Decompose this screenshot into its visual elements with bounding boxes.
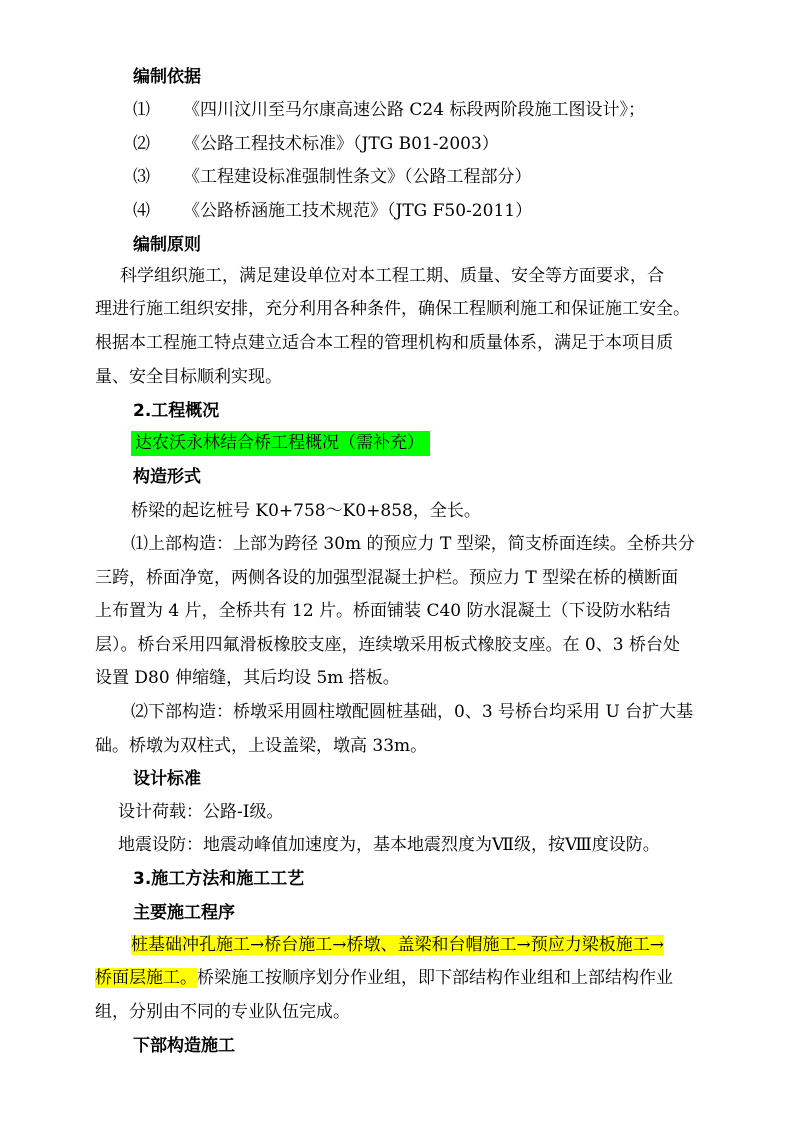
basis-item-1	[133, 99, 783, 121]
basis-item-1-num: ⑴	[133, 100, 150, 120]
lower-line-2: 础。桥墩为双柱式，上设盖梁，墩高 33m。	[95, 736, 428, 756]
upper-line-1: ⑴上部构造：上部为跨径 30m 的预应力 T 型梁，简支桥面连续。全桥共分	[131, 534, 695, 554]
basis-item-4-num: ⑷	[133, 201, 150, 221]
overview-heading: 2.工程概况	[133, 401, 220, 421]
basis-item-3	[133, 166, 783, 188]
basis-item-4-text: 《公路桥涵施工技术规范》（JTG F50-2011）	[183, 201, 533, 221]
structure-station: 桥梁的起讫桩号 K0+758～K0+858，全长。	[131, 501, 481, 521]
overview-note-line	[131, 432, 781, 454]
basis-heading: 编制依据	[133, 67, 201, 87]
basis-item-4	[133, 200, 783, 222]
design-load: 设计荷载：公路-Ⅰ级。	[118, 802, 284, 822]
basis-item-1-text: 《四川汶川至马尔康高速公路 C24 标段两阶段施工图设计》；	[183, 100, 645, 120]
principle-line-1: 科学组织施工，满足建设单位对本工程工期、质量、安全等方面要求，合	[120, 266, 664, 286]
overview-note: 达农沃永林结合桥工程概况（需补充）	[131, 431, 430, 456]
sequence-desc: 桥梁施工按顺序划分作业组，即下部结构作业组和上部结构作业	[197, 968, 673, 988]
sequence-line-3: 组，分别由不同的专业队伍完成。	[95, 1002, 350, 1022]
design-heading: 设计标准	[133, 769, 201, 789]
basis-item-2-num: ⑵	[133, 134, 150, 154]
principle-line-2: 理进行施工组织安排，充分利用各种条件，确保工程顺利施工和保证施工安全。	[95, 299, 690, 319]
principle-line-4: 量、安全目标顺利实现。	[95, 367, 282, 387]
structure-heading: 构造形式	[133, 467, 201, 487]
sequence-final-step: 桥面层施工。	[95, 968, 197, 988]
sequence-line-1	[131, 934, 781, 956]
method-sub-heading: 主要施工程序	[133, 903, 235, 923]
upper-line-4: 层）。桥台采用四氟滑板橡胶支座，连续墩采用板式橡胶支座。在 0、3 桥台处	[95, 635, 680, 655]
sequence-line-2	[95, 967, 745, 989]
sequence-steps: 桩基础冲孔施工→桥台施工→桥墩、盖梁和台帽施工→预应力梁板施工→	[131, 935, 664, 955]
lower-construction-heading: 下部构造施工	[133, 1036, 235, 1056]
basis-item-2	[133, 133, 783, 155]
upper-line-3: 上布置为 4 片，全桥共有 12 片。桥面铺装 C40 防水混凝土（下设防水粘结	[95, 601, 671, 621]
basis-item-3-text: 《工程建设标准强制性条文》（公路工程部分）	[183, 167, 532, 187]
principle-line-3: 根据本工程施工特点建立适合本工程的管理机构和质量体系，满足于本项目质	[95, 333, 673, 353]
basis-item-2-text: 《公路工程技术标准》（JTG B01-2003）	[183, 134, 499, 154]
design-seismic: 地震设防：地震动峰值加速度为，基本地震烈度为Ⅶ级，按Ⅷ度设防。	[118, 835, 660, 855]
principle-heading: 编制原则	[133, 235, 201, 255]
upper-line-2: 三跨，桥面净宽，两侧各设的加强型混凝土护栏。预应力 T 型梁在桥的横断面	[95, 568, 679, 588]
upper-line-5: 设置 D80 伸缩缝，其后均设 5m 搭板。	[95, 668, 400, 688]
basis-item-3-num: ⑶	[133, 167, 150, 187]
method-heading: 3.施工方法和施工工艺	[133, 869, 305, 889]
lower-line-1: ⑵下部构造：桥墩采用圆柱墩配圆桩基础，0、3 号桥台均采用 U 台扩大基	[131, 702, 694, 722]
